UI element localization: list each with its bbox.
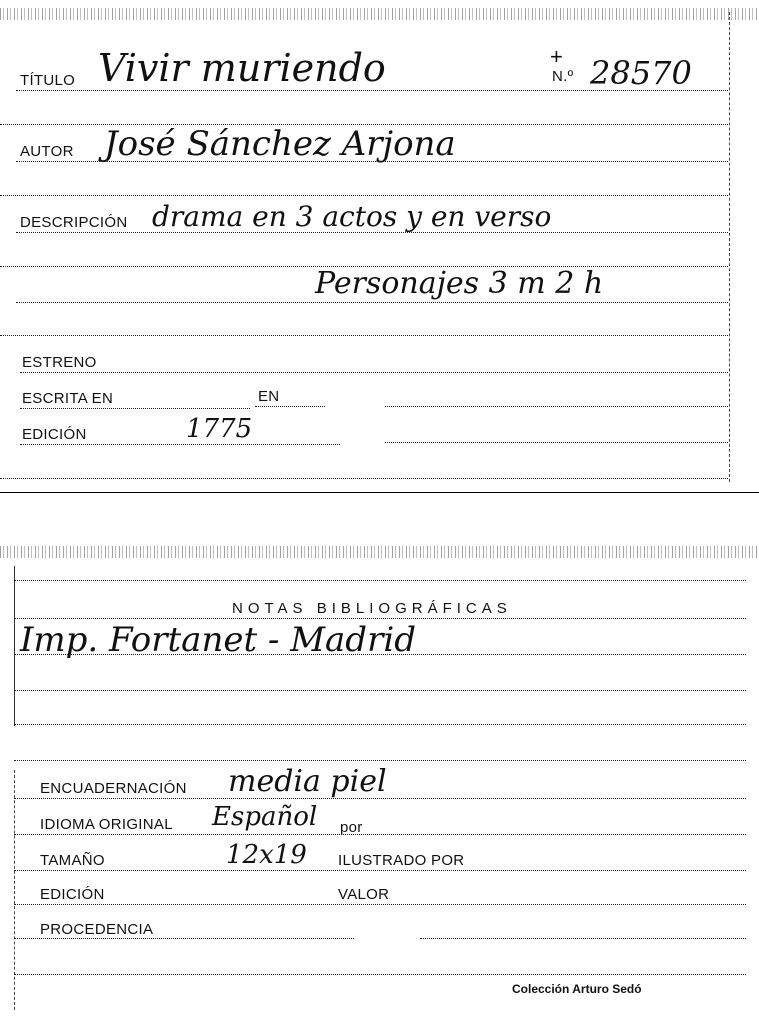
row-line xyxy=(14,834,746,835)
idioma-value: Español xyxy=(212,802,318,832)
edicion-value: 1775 xyxy=(186,414,253,444)
row-line xyxy=(14,580,746,581)
titulo-label: TÍTULO xyxy=(20,72,76,89)
row-line xyxy=(20,444,340,445)
personajes-value: Personajes 3 m 2 h xyxy=(315,266,604,301)
row-line xyxy=(14,974,746,975)
row-line xyxy=(385,442,728,443)
catalog-card-back xyxy=(0,540,759,1028)
autor-value: José Sánchez Arjona xyxy=(104,124,456,164)
row-line xyxy=(14,798,746,799)
escrita-label: ESCRITA EN xyxy=(22,390,114,407)
row-line xyxy=(14,618,746,619)
row-line xyxy=(0,335,728,336)
edicion2-label: EDICIÓN xyxy=(40,886,105,903)
row-line xyxy=(16,232,728,233)
row-line xyxy=(14,870,746,871)
en-label: EN xyxy=(258,388,280,405)
row-line xyxy=(14,724,746,725)
procedencia-label: PROCEDENCIA xyxy=(40,921,154,938)
row-line xyxy=(0,478,728,479)
encuadernacion-label: ENCUADERNACIÓN xyxy=(40,780,187,797)
tamano-label: TAMAÑO xyxy=(40,852,105,869)
card-right-border xyxy=(729,12,730,482)
card-top-edge xyxy=(0,546,759,558)
notas-title: NOTAS BIBLIOGRÁFICAS xyxy=(232,600,512,617)
row-line xyxy=(14,654,746,655)
descripcion-label: DESCRIPCIÓN xyxy=(20,214,128,231)
row-line xyxy=(14,904,746,905)
coleccion-footer: Colección Arturo Sedó xyxy=(512,982,642,996)
idioma-label: IDIOMA ORIGINAL xyxy=(40,816,173,833)
row-line xyxy=(14,760,746,761)
row-line xyxy=(16,90,728,91)
row-line xyxy=(20,408,250,409)
por-label: por xyxy=(340,819,363,836)
numero-value: 28570 xyxy=(590,54,692,92)
row-line xyxy=(385,406,728,407)
autor-label: AUTOR xyxy=(20,143,74,160)
encuadernacion-value: media piel xyxy=(228,764,387,799)
row-line xyxy=(16,161,728,162)
row-line xyxy=(0,195,728,196)
titulo-value: Vivir muriendo xyxy=(98,46,386,90)
catalog-card-front xyxy=(0,0,759,500)
row-line xyxy=(16,302,728,303)
card-left-border xyxy=(14,566,15,726)
estreno-label: ESTRENO xyxy=(22,354,97,371)
numero-label: N.º xyxy=(552,68,574,85)
row-line xyxy=(14,938,354,939)
card-top-edge xyxy=(0,8,759,20)
row-line xyxy=(420,938,746,939)
card-cut-line xyxy=(0,492,759,493)
numero-mark: + xyxy=(550,44,564,69)
row-line xyxy=(20,372,728,373)
ilustrado-label: ILUSTRADO POR xyxy=(338,852,465,869)
valor-label: VALOR xyxy=(338,886,390,903)
row-line xyxy=(14,690,746,691)
edicion-label: EDICIÓN xyxy=(22,426,87,443)
row-line xyxy=(255,406,325,407)
notas-value: Imp. Fortanet - Madrid xyxy=(20,620,416,660)
descripcion-value: drama en 3 actos y en verso xyxy=(152,200,552,233)
tamano-value: 12x19 xyxy=(226,840,307,870)
